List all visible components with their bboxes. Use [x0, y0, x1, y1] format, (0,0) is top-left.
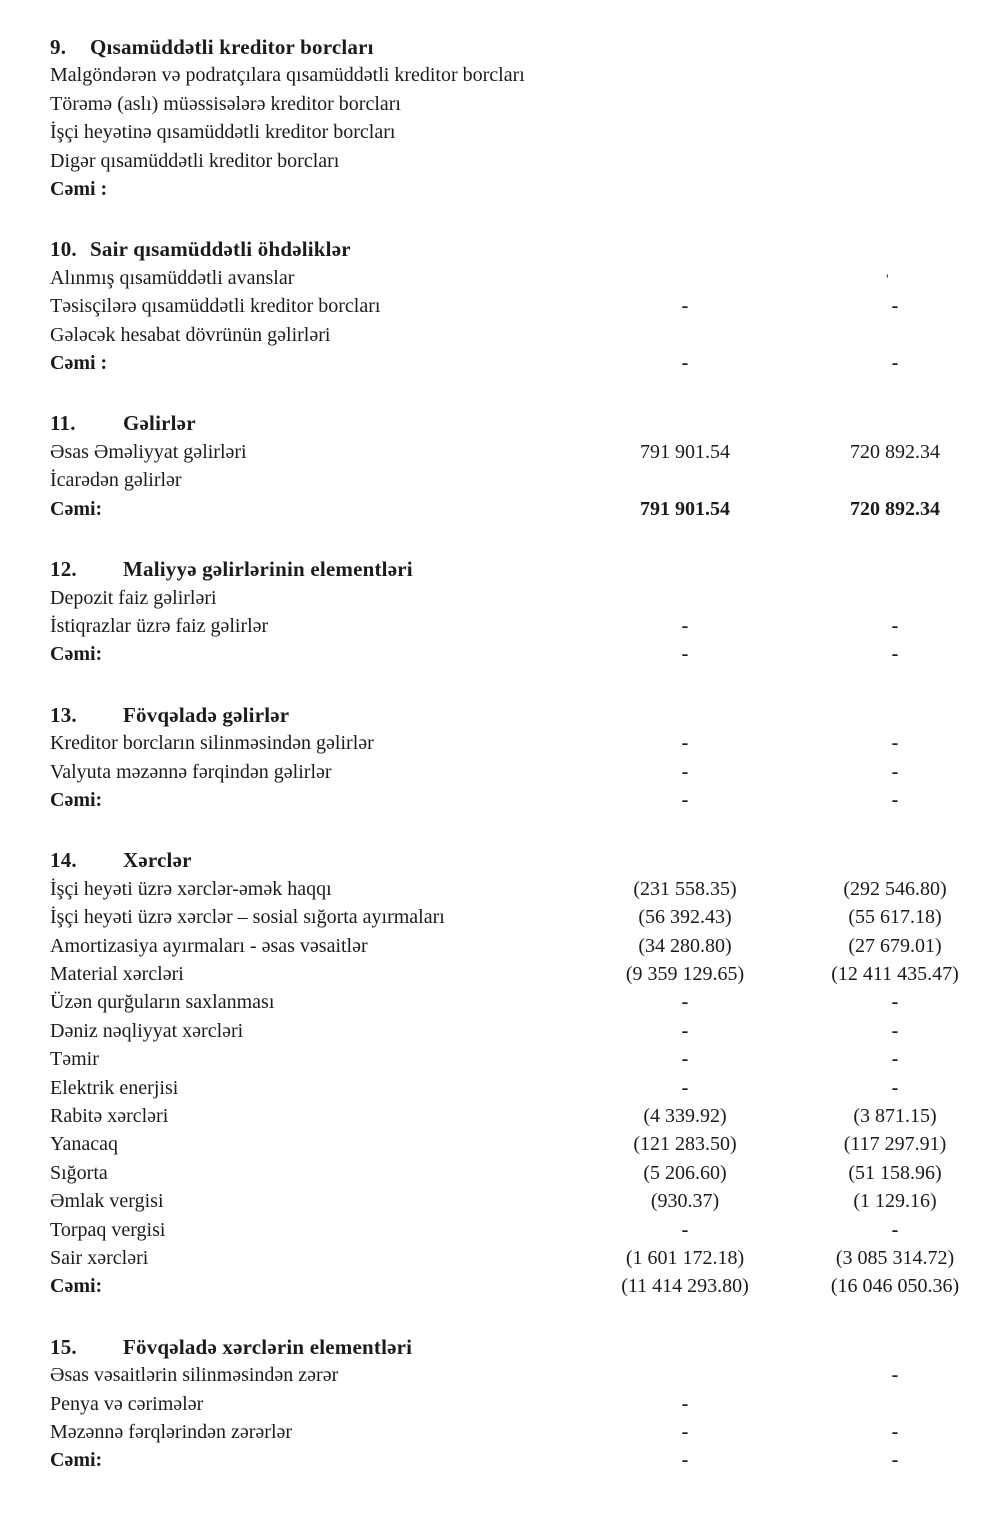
- row-label: Cəmi :: [50, 178, 108, 201]
- section-title: Fövqəladə xərclərin elementləri: [123, 1334, 413, 1359]
- table-row: [50, 786, 1000, 814]
- table-row: [50, 903, 1000, 931]
- table-row: [50, 466, 1000, 494]
- row-value-col2: -: [891, 352, 899, 375]
- section-heading: [50, 846, 1000, 874]
- row-value-col1: -: [681, 1218, 689, 1241]
- row-value-col1: [580, 466, 790, 494]
- row-value-col1: 791 901.54: [640, 497, 730, 520]
- row-label: İcarədən gəlirlər: [50, 469, 182, 492]
- row-label: Təsisçilərə qısamüddətli kreditor borcları: [50, 295, 381, 318]
- row-value-col2: 720 892.34: [850, 497, 940, 520]
- table-row: [50, 612, 1000, 640]
- table-row: [50, 1074, 1000, 1102]
- row-value-col1: -: [681, 732, 689, 755]
- row-value-col1: -: [681, 352, 689, 375]
- row-value-col1: -: [681, 1076, 689, 1099]
- section-title: Xərclər: [123, 848, 192, 873]
- row-value-col2: -: [891, 1421, 899, 1444]
- table-row: [50, 1187, 1000, 1215]
- section-heading: [50, 33, 1000, 61]
- row-label: Depozit faiz gəlirləri: [50, 586, 217, 609]
- row-value-col2: -: [891, 643, 899, 666]
- row-label: Gələcək hesabat dövrünün gəlirləri: [50, 323, 331, 346]
- row-value-col2: -: [891, 1364, 899, 1387]
- row-label: Amortizasiya ayırmaları - əsas vəsaitlər: [50, 934, 368, 957]
- section-number: 14.: [50, 848, 77, 873]
- table-row: [50, 147, 1000, 175]
- row-value-col2: -: [891, 1076, 899, 1099]
- section-number: 15.: [50, 1334, 77, 1359]
- table-row: [50, 1159, 1000, 1187]
- section-9: [50, 33, 1000, 203]
- row-label: Cəmi:: [50, 1275, 103, 1298]
- row-label: Üzən qurğuların saxlanması: [50, 991, 275, 1014]
- scan-artifact-mark: ': [886, 272, 889, 288]
- row-value-col1: -: [681, 1048, 689, 1071]
- row-value-col1: [580, 264, 790, 292]
- row-label: Digər qısamüddətli kreditor borcları: [50, 149, 340, 172]
- row-value-col2: [790, 147, 1000, 175]
- table-row: [50, 1244, 1000, 1272]
- row-value-col1: (34 280.80): [638, 934, 732, 957]
- table-row: [50, 438, 1000, 466]
- row-label: Elektrik enerjisi: [50, 1076, 179, 1099]
- row-value-col2: [790, 90, 1000, 118]
- row-value-col1: (231 558.35): [633, 877, 737, 900]
- row-value-col2: -: [891, 1019, 899, 1042]
- row-label: Kreditor borcların silinməsindən gəlirlər: [50, 732, 374, 755]
- section-heading: [50, 409, 1000, 437]
- row-value-col2: [790, 118, 1000, 146]
- row-label: Material xərcləri: [50, 962, 184, 985]
- section-number: 9.: [50, 35, 67, 59]
- row-value-col1: 791 901.54: [640, 440, 730, 463]
- row-value-col1: (9 359 129.65): [625, 962, 745, 985]
- row-value-col1: -: [681, 295, 689, 318]
- section-number: 11.: [50, 411, 76, 436]
- row-label: Dəniz nəqliyyat xərcləri: [50, 1019, 244, 1042]
- row-value-col1: [580, 61, 790, 89]
- table-row: [50, 875, 1000, 903]
- row-value-col2: -: [891, 295, 899, 318]
- row-value-col2: -: [891, 732, 899, 755]
- row-value-col2: (292 546.80): [843, 877, 947, 900]
- section-title: Maliyyə gəlirlərinin elementləri: [123, 557, 413, 582]
- table-row: [50, 1446, 1000, 1474]
- row-value-col1: -: [681, 614, 689, 637]
- row-value-col1: -: [681, 643, 689, 666]
- row-label: Alınmış qısamüddətli avanslar: [50, 266, 295, 289]
- row-value-col1: (11 414 293.80): [621, 1275, 749, 1298]
- row-value-col1: -: [681, 760, 689, 783]
- table-row: [50, 61, 1000, 89]
- row-label: İstiqrazlar üzrə faiz gəlirlər: [50, 614, 269, 637]
- row-label: Əmlak vergisi: [50, 1190, 164, 1213]
- row-value-col1: -: [681, 1392, 689, 1415]
- table-row: [50, 321, 1000, 349]
- row-value-col2: (51 158.96): [848, 1161, 942, 1184]
- row-label: Rabitə xərcləri: [50, 1105, 169, 1127]
- table-row: [50, 1102, 1000, 1130]
- row-value-col2: [790, 61, 1000, 89]
- sections-container: [50, 33, 1000, 1475]
- section-title: Sair qısamüddətli öhdəliklər: [90, 237, 351, 262]
- row-value-col1: (1 601 172.18): [625, 1247, 745, 1270]
- row-value-col1: [580, 584, 790, 612]
- row-label: Məzənnə fərqlərindən zərərlər: [50, 1421, 293, 1444]
- table-row: [50, 1017, 1000, 1045]
- section-title: Qısamüddətli kreditor borcları: [90, 35, 374, 59]
- row-value-col2: [790, 321, 1000, 349]
- row-value-col1: (930.37): [650, 1190, 720, 1213]
- row-label: Əsas Əməliyyat gəlirləri: [50, 440, 247, 463]
- table-row: [50, 584, 1000, 612]
- section-heading: [50, 701, 1000, 729]
- table-row: [50, 1361, 1000, 1389]
- row-label: Valyuta məzənnə fərqindən gəlirlər: [50, 760, 332, 783]
- row-label: Cəmi :: [50, 352, 108, 375]
- row-value-col1: -: [681, 1019, 689, 1042]
- row-label: Torpaq vergisi: [50, 1218, 166, 1241]
- row-label: Törəmə (aslı) müəssisələrə kreditor borcları: [50, 92, 401, 115]
- section-title: Fövqəladə gəlirlər: [123, 702, 290, 727]
- section-11: [50, 409, 1000, 523]
- row-value-col2: (27 679.01): [848, 934, 942, 957]
- section-number: 13.: [50, 702, 77, 727]
- section-13: [50, 701, 1000, 815]
- row-value-col1: -: [681, 991, 689, 1014]
- section-15: [50, 1333, 1000, 1475]
- row-value-col1: (56 392.43): [638, 906, 732, 929]
- row-value-col1: [580, 90, 790, 118]
- row-label: Cəmi:: [50, 643, 103, 666]
- row-label: Təmir: [50, 1048, 99, 1071]
- row-value-col2: (12 411 435.47): [831, 962, 959, 985]
- row-value-col2: (117 297.91): [843, 1133, 947, 1156]
- row-value-col1: (4 339.92): [643, 1105, 727, 1127]
- table-row: [50, 1272, 1000, 1300]
- row-value-col2: [790, 264, 1000, 292]
- section-number: 12.: [50, 557, 77, 582]
- row-label: Sığorta: [50, 1161, 108, 1184]
- row-value-col2: -: [891, 760, 899, 783]
- row-value-col2: [790, 175, 1000, 203]
- table-row: [50, 640, 1000, 668]
- table-row: [50, 349, 1000, 377]
- row-value-col1: (121 283.50): [633, 1133, 737, 1156]
- row-value-col1: [580, 1361, 790, 1389]
- row-value-col1: [580, 321, 790, 349]
- row-label: İşçi heyəti üzrə xərclər-əmək haqqı: [50, 877, 332, 900]
- row-label: İşçi heyəti üzrə xərclər – sosial sığorta ayırmaları: [50, 906, 445, 929]
- section-14: [50, 846, 1000, 1301]
- row-value-col2: [790, 584, 1000, 612]
- table-row: [50, 932, 1000, 960]
- table-row: [50, 988, 1000, 1016]
- section-12: [50, 555, 1000, 669]
- table-row: [50, 729, 1000, 757]
- table-row: [50, 495, 1000, 523]
- table-row: [50, 90, 1000, 118]
- row-value-col1: [580, 175, 790, 203]
- table-row: [50, 758, 1000, 786]
- row-value-col1: (5 206.60): [643, 1161, 727, 1184]
- row-label: Sair xərcləri: [50, 1247, 149, 1270]
- row-value-col1: -: [681, 1449, 689, 1472]
- table-row: [50, 1216, 1000, 1244]
- table-row: [50, 264, 1000, 292]
- row-value-col2: (16 046 050.36): [830, 1275, 960, 1298]
- row-label: Cəmi:: [50, 497, 103, 520]
- row-label: İşçi heyətinə qısamüddətli kreditor borcları: [50, 121, 396, 144]
- table-row: [50, 118, 1000, 146]
- section-heading: [50, 235, 1000, 263]
- section-heading: [50, 1333, 1000, 1361]
- section-heading: [50, 555, 1000, 583]
- table-row: [50, 175, 1000, 203]
- row-value-col1: -: [681, 1421, 689, 1444]
- table-row: [50, 292, 1000, 320]
- table-row: [50, 1130, 1000, 1158]
- row-value-col2: -: [891, 1048, 899, 1071]
- row-value-col2: -: [891, 788, 899, 811]
- row-label: Malgöndərən və podratçılara qısamüddətli kreditor borcları: [50, 64, 525, 87]
- row-value-col1: -: [681, 788, 689, 811]
- row-value-col2: (1 129.16): [853, 1190, 937, 1213]
- row-label: Əsas vəsaitlərin silinməsindən zərər: [50, 1364, 339, 1387]
- row-value-col2: (3 871.15): [853, 1105, 937, 1127]
- row-value-col2: [790, 1390, 1000, 1418]
- row-value-col2: (55 617.18): [848, 906, 942, 929]
- row-label: Cəmi:: [50, 788, 103, 811]
- row-value-col2: -: [891, 1449, 899, 1472]
- table-row: [50, 1390, 1000, 1418]
- row-value-col2: (3 085 314.72): [835, 1247, 955, 1270]
- table-row: [50, 960, 1000, 988]
- row-label: Yanacaq: [50, 1133, 118, 1156]
- row-value-col1: [580, 118, 790, 146]
- row-label: Cəmi:: [50, 1449, 103, 1472]
- section-title: Gəlirlər: [123, 411, 196, 436]
- table-row: [50, 1045, 1000, 1073]
- row-value-col2: -: [891, 614, 899, 637]
- row-value-col2: 720 892.34: [850, 440, 940, 463]
- section-10: [50, 235, 1000, 377]
- row-value-col2: -: [891, 1218, 899, 1241]
- row-value-col2: [790, 466, 1000, 494]
- table-row: [50, 1418, 1000, 1446]
- row-value-col1: [580, 147, 790, 175]
- row-label: Penya və cərimələr: [50, 1392, 204, 1415]
- section-number: 10.: [50, 237, 77, 262]
- row-value-col2: -: [891, 991, 899, 1014]
